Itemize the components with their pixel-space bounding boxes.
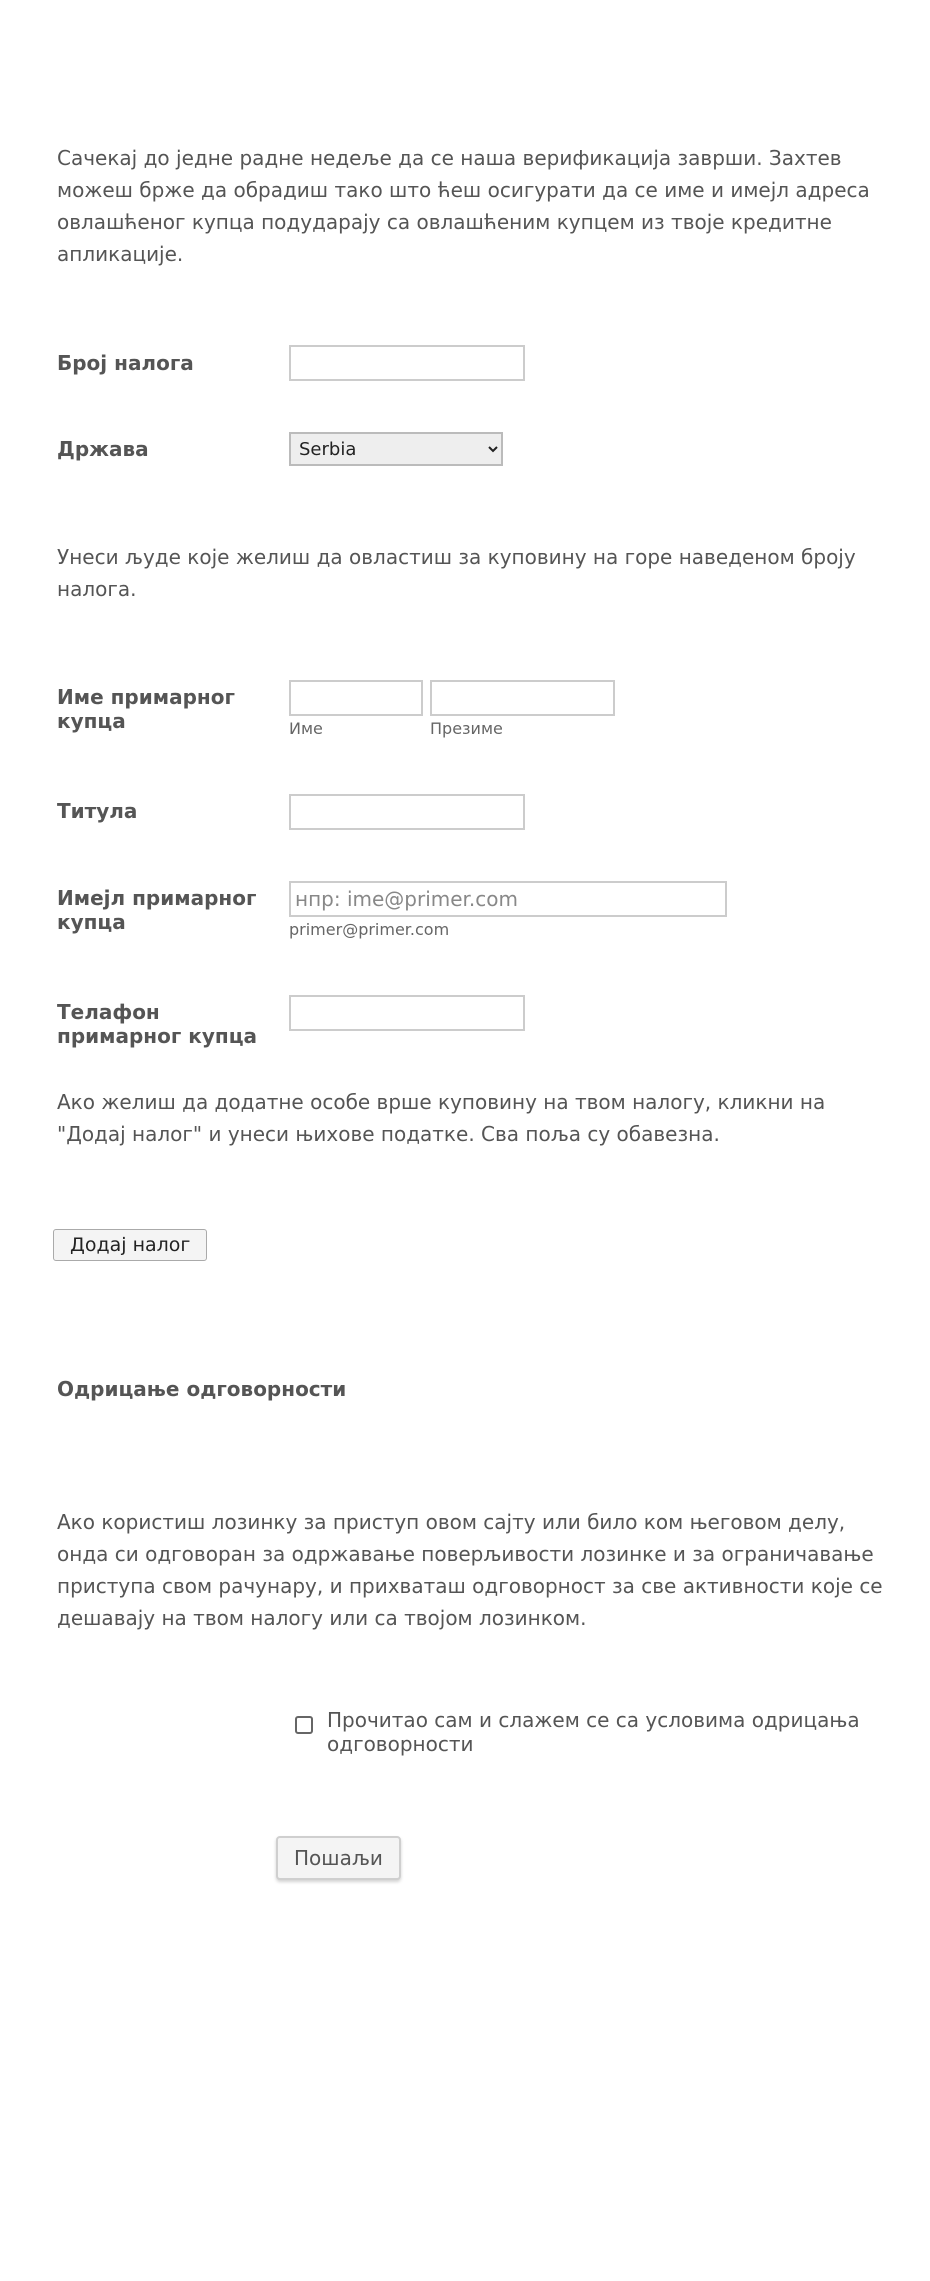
add-account-button[interactable]: Додај налог [53,1229,207,1261]
last-name-sublabel: Презиме [430,719,503,738]
account-number-label: Број налога [57,351,194,375]
primary-buyer-phone-input[interactable] [289,995,525,1031]
agree-checkbox[interactable] [295,1716,313,1734]
primary-buyer-phone-label: Телафон примарног купца [57,1000,258,1048]
people-note-text: Унеси људе које желиш да овластиш за куповину на горе наведеном броју налога. [57,545,856,601]
country-label: Држава [57,437,149,461]
first-name-input[interactable] [289,680,423,716]
email-sublabel: primer@primer.com [289,920,450,939]
account-number-input[interactable] [289,345,525,381]
last-name-input[interactable] [430,680,615,716]
submit-button[interactable]: Пошаљи [276,1836,401,1880]
title-label: Титула [57,799,138,823]
primary-buyer-email-input[interactable] [289,881,727,917]
additional-buyers-note: Ако желиш да додатне особе врше куповину на твом налогу, кликни на "Додај налог" и унеси њихове податке. Сва поља су обавезна. [57,1090,826,1146]
title-input[interactable] [289,794,525,830]
primary-buyer-name-label: Име примарног купца [57,685,235,733]
primary-buyer-email-label: Имејл примарног купца [57,886,257,934]
agree-checkbox-label[interactable]: Прочитао сам и слажем се са условима одрицања одговорности [327,1708,860,1756]
intro-text: Сачекај до једне радне недеље да се наша верификација заврши. Захтев можеш брже да обрадиш тако што ћеш осигурати да се име и имејл адреса овлашћеног купца подударају са овлашћеним купцем из твоје кредитне апликације. [57,146,870,266]
country-select[interactable] [289,432,503,466]
first-name-sublabel: Име [289,719,323,738]
disclaimer-text: Ако користиш лозинку за приступ овом сајту или било ком његовом делу, онда си одговоран за одржавање поверљивости лозинке и за ограничавање приступа свом рачунару, и прихваташ одговорност за све активности које се дешавају на твом налогу или са твојом лозинком. [57,1510,883,1630]
disclaimer-heading: Одрицање одговорности [57,1377,347,1401]
